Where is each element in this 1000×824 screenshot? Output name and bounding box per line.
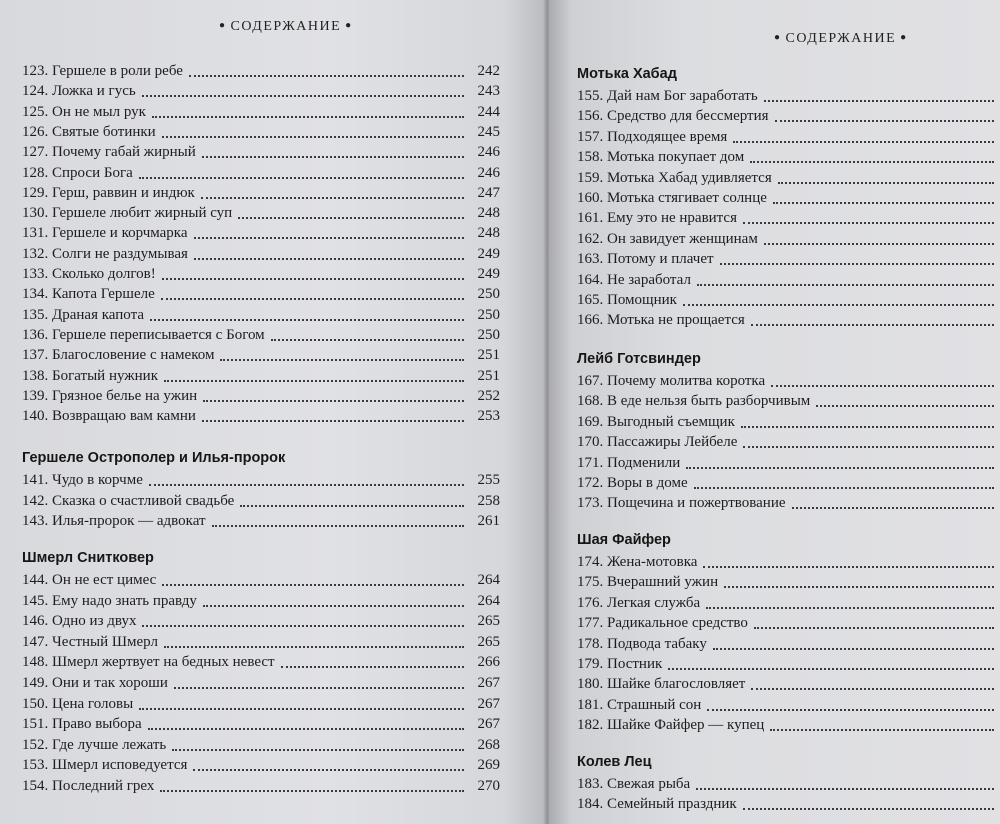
toc-entry-title: 130. Гершеле любит жирный суп [22, 205, 233, 222]
toc-entry [577, 697, 1000, 717]
dot-leader [707, 697, 994, 711]
dot-leader [142, 83, 464, 97]
toc-entry-title: 148. Шмерл жертвует на бедных невест [22, 654, 275, 671]
dot-leader [751, 676, 994, 690]
dot-leader [668, 656, 994, 670]
toc-entry [577, 292, 1000, 312]
toc-entry [22, 144, 500, 164]
toc-entry [577, 796, 1000, 816]
dot-leader [741, 414, 994, 428]
toc-entry [577, 656, 1000, 676]
toc-page-number: 251 [477, 367, 500, 384]
toc-entry [22, 165, 500, 185]
dot-leader [162, 266, 464, 280]
dot-leader [683, 292, 994, 306]
toc-entry-title: 151. Право выбора [22, 716, 142, 733]
toc-entry [577, 595, 1000, 615]
toc-entry [577, 272, 1000, 292]
toc-entry [22, 327, 500, 347]
toc-entry-title: 155. Дай нам Бог заработать [577, 88, 758, 104]
dot-leader [764, 88, 994, 102]
dot-leader [694, 475, 994, 489]
toc-entry [22, 737, 500, 757]
toc-entry-title: 131. Гершеле и корчмарка [22, 225, 188, 242]
toc-entry [577, 676, 1000, 696]
dot-leader [696, 776, 994, 790]
dot-leader [194, 246, 464, 260]
dot-leader [238, 205, 464, 219]
toc-entry-title: 124. Ложка и гусь [22, 83, 136, 100]
running-head-left: ● СОДЕРЖАНИЕ ● [219, 19, 353, 34]
dot-leader [764, 231, 994, 245]
dot-leader [202, 144, 464, 158]
toc-entry [22, 493, 500, 513]
toc-entry-title: 129. Герш, раввин и индюк [22, 184, 195, 201]
dot-leader [189, 63, 464, 77]
dot-leader [160, 778, 464, 792]
toc-entry-title: 178. Подвода табаку [577, 635, 707, 652]
toc-entry [577, 312, 1000, 332]
toc-entry [577, 190, 1000, 210]
toc-page-number: 255 [477, 472, 500, 488]
dot-leader [194, 225, 464, 239]
toc-page-number: 267 [477, 675, 500, 691]
toc-entry-title: 183. Свежая рыба [577, 776, 691, 792]
dot-leader [754, 615, 994, 629]
dot-leader [703, 554, 994, 568]
right-page [549, 0, 1000, 824]
toc-entry-title: 156. Средство для бессмертия [577, 108, 769, 125]
toc-entry-title: 144. Он не ест цимес [22, 572, 157, 588]
dot-leader [203, 593, 464, 607]
dot-leader [686, 455, 994, 469]
toc-page-number: 250 [477, 326, 500, 343]
toc-entry [577, 393, 1000, 413]
dot-leader [201, 185, 464, 199]
dot-leader [174, 675, 464, 689]
toc-entry [22, 572, 500, 592]
toc-entry-title: 140. Возвращаю вам камни [22, 408, 196, 425]
toc-entry-title: 160. Мотька стягивает солнце [577, 190, 767, 206]
toc-entry-title: 136. Гершеле переписывается с Богом [22, 326, 265, 343]
dot-leader [172, 737, 464, 751]
toc-entry [577, 108, 1000, 128]
toc-entry [22, 696, 500, 716]
dot-leader [203, 388, 464, 402]
toc-entry [22, 513, 500, 533]
toc-entry-title: 125. Он не мыл рук [22, 103, 146, 120]
toc-entry-title: 172. Воры в доме [577, 475, 688, 491]
toc-entry [577, 251, 1000, 271]
toc-entry [22, 778, 500, 798]
dot-leader [750, 149, 994, 163]
toc-entry-title: 169. Выгодный съемщик [577, 413, 735, 430]
toc-page-number: 246 [477, 144, 500, 161]
toc-entry-title: 175. Вчерашний ужин [577, 574, 719, 591]
toc-page-number: 268 [477, 736, 500, 753]
dot-leader [706, 595, 994, 609]
toc-entry [22, 266, 500, 286]
toc-page-number: 258 [477, 492, 500, 509]
toc-entry [22, 185, 500, 205]
dot-leader [139, 696, 464, 710]
toc-entry [577, 636, 1000, 656]
toc-entry-title: 137. Благословение с намеком [22, 347, 215, 364]
toc-entry-title: 126. Святые ботинки [22, 123, 156, 140]
section-title: Шая Файфер [577, 532, 671, 548]
toc-entry [577, 210, 1000, 230]
toc-entry-title: 166. Мотька не прощается [577, 312, 745, 329]
toc-entry-title: 163. Потому и плачет [577, 251, 714, 268]
section-title: Мотька Хабад [577, 66, 677, 82]
toc-entry [22, 205, 500, 225]
toc-page-number: 265 [477, 633, 500, 650]
toc-entry-title: 164. Не заработал [577, 271, 691, 288]
toc-entry [22, 388, 500, 408]
toc-entry-title: 176. Легкая служба [577, 594, 701, 611]
toc-entry-title: 149. Они и так хороши [22, 675, 168, 691]
toc-page-number: 269 [477, 757, 500, 774]
toc-entry [22, 63, 500, 83]
dot-leader [713, 636, 994, 650]
dot-leader [152, 104, 464, 118]
section-title: Шмерл Снитковер [22, 550, 154, 566]
toc-entry-title: 132. Солги не раздумывая [22, 245, 188, 262]
toc-entry [577, 615, 1000, 635]
toc-page-number: 264 [477, 572, 500, 588]
toc-entry-title: 179. Постник [577, 656, 663, 672]
toc-entry [22, 83, 500, 103]
toc-entry [577, 129, 1000, 149]
toc-page-number: 248 [477, 225, 500, 242]
toc-entry [22, 286, 500, 306]
dot-leader [720, 251, 994, 265]
toc-entry-title: 150. Цена головы [22, 695, 134, 712]
toc-page-number: 252 [477, 387, 500, 404]
toc-entry [22, 408, 500, 428]
toc-entry-title: 167. Почему молитва коротка [577, 373, 766, 389]
dot-leader [773, 190, 994, 204]
dot-leader [142, 613, 464, 627]
toc-entry-title: 173. Пощечина и пожертвование [577, 495, 786, 512]
toc-entry-title: 159. Мотька Хабад удивляется [577, 169, 772, 186]
toc-entry-title: 147. Честный Шмерл [22, 633, 158, 650]
toc-page-number: 264 [477, 592, 500, 609]
toc-entry-title: 133. Сколько долгов! [22, 266, 156, 282]
dot-leader [724, 574, 994, 588]
toc-entry-title: 177. Радикальное средство [577, 615, 748, 632]
section-title: Лейб Готсвиндер [577, 351, 701, 367]
toc-entry [577, 149, 1000, 169]
toc-entry-title: 174. Жена-мотовка [577, 554, 698, 570]
dot-leader [281, 654, 464, 668]
toc-entry-title: 165. Помощник [577, 292, 677, 308]
toc-page-number: 249 [477, 245, 500, 262]
toc-entry-title: 180. Шайке благословляет [577, 676, 746, 693]
dot-leader [164, 368, 464, 382]
toc-page-number: 244 [477, 103, 500, 120]
running-head-right: ● СОДЕРЖАНИЕ ● [774, 31, 908, 46]
toc-entry-title: 146. Одно из двух [22, 613, 137, 630]
toc-page-number: 267 [477, 716, 500, 733]
toc-entry [22, 307, 500, 327]
toc-entry [577, 434, 1000, 454]
toc-entry [22, 757, 500, 777]
toc-entry-title: 154. Последний грех [22, 778, 155, 794]
dot-leader [792, 495, 994, 509]
toc-entry [22, 634, 500, 654]
toc-entry-title: 157. Подходящее время [577, 128, 728, 145]
dot-leader [149, 472, 464, 486]
toc-entry [577, 455, 1000, 475]
section-title: Гершеле Острополер и Илья-пророк [22, 450, 286, 466]
toc-entry-title: 141. Чудо в корчме [22, 472, 143, 488]
toc-entry-title: 153. Шмерл исповедуется [22, 757, 188, 774]
toc-entry-title: 162. Он завидует женщинам [577, 230, 758, 247]
dot-leader [816, 393, 994, 407]
toc-entry-title: 127. Почему габай жирный [22, 144, 196, 161]
toc-entry-title: 170. Пассажиры Лейбеле [577, 434, 738, 451]
toc-entry [577, 414, 1000, 434]
dot-leader [212, 513, 464, 527]
toc-entry-title: 182. Шайке Файфер — купец [577, 717, 765, 734]
toc-entry [22, 104, 500, 124]
dot-leader [697, 272, 994, 286]
toc-page-number: 253 [477, 408, 500, 425]
dot-leader [771, 373, 994, 387]
toc-page-number: 247 [477, 184, 500, 201]
toc-page-number: 242 [477, 63, 500, 79]
toc-entry-title: 139. Грязное белье на ужин [22, 387, 198, 404]
toc-entry-title: 181. Страшный сон [577, 696, 702, 713]
toc-entry-title: 142. Сказка о счастливой свадьбе [22, 492, 235, 509]
toc-entry [577, 88, 1000, 108]
dot-leader [271, 327, 464, 341]
toc-entry [577, 373, 1000, 393]
dot-leader [162, 124, 464, 138]
toc-page-number: 250 [477, 286, 500, 303]
toc-entry [22, 716, 500, 736]
toc-entry [22, 246, 500, 266]
dot-leader [164, 634, 464, 648]
toc-entry-title: 184. Семейный праздник [577, 796, 737, 813]
toc-page-number: 251 [477, 347, 500, 364]
dot-leader [743, 434, 994, 448]
toc-entry [22, 347, 500, 367]
dot-leader [150, 307, 464, 321]
toc-entry-title: 135. Драная капота [22, 306, 144, 323]
dot-leader [778, 170, 994, 184]
toc-entry [22, 368, 500, 388]
toc-entry-title: 161. Ему это не нравится [577, 210, 737, 227]
dot-leader [139, 165, 464, 179]
toc-page-number: 243 [477, 83, 500, 100]
toc-entry [577, 475, 1000, 495]
toc-entry-title: 128. Спроси Бога [22, 164, 133, 181]
dot-leader [161, 286, 464, 300]
toc-page-number: 266 [477, 654, 500, 671]
dot-leader [743, 210, 994, 224]
toc-entry [577, 495, 1000, 515]
dot-leader [775, 108, 994, 122]
toc-page-number: 265 [477, 613, 500, 630]
toc-entry [577, 170, 1000, 190]
dot-leader [733, 129, 994, 143]
dot-leader [202, 408, 464, 422]
dot-leader [193, 757, 464, 771]
toc-entry [577, 554, 1000, 574]
toc-entry-title: 138. Богатый нужник [22, 367, 158, 384]
toc-entry-title: 123. Гершеле в роли ребе [22, 63, 183, 79]
toc-page-number: 246 [477, 164, 500, 181]
dot-leader [240, 493, 464, 507]
toc-page-number: 248 [477, 205, 500, 222]
toc-entry [22, 593, 500, 613]
toc-entry-title: 158. Мотька покупает дом [577, 149, 745, 166]
toc-entry [22, 124, 500, 144]
toc-page-number: 249 [477, 266, 500, 282]
dot-leader [162, 572, 464, 586]
toc-page-number: 267 [477, 695, 500, 712]
toc-page-number: 245 [477, 123, 500, 140]
toc-entry [577, 717, 1000, 737]
dot-leader [751, 312, 994, 326]
toc-page-number: 270 [477, 778, 500, 794]
dot-leader [148, 716, 464, 730]
toc-entry-title: 171. Подменили [577, 454, 681, 471]
toc-entry [577, 574, 1000, 594]
toc-entry [22, 225, 500, 245]
toc-entry [577, 231, 1000, 251]
toc-entry-title: 152. Где лучше лежать [22, 736, 167, 753]
toc-entry [22, 613, 500, 633]
toc-entry [22, 472, 500, 492]
toc-entry-title: 168. В еде нельзя быть разборчивым [577, 393, 811, 410]
toc-entry [22, 675, 500, 695]
toc-entry-title: 134. Капота Гершеле [22, 286, 155, 303]
dot-leader [220, 347, 464, 361]
toc-page-number: 261 [477, 513, 500, 530]
dot-leader [770, 717, 994, 731]
toc-entry-title: 143. Илья-пророк — адвокат [22, 513, 206, 530]
toc-page-number: 250 [477, 306, 500, 323]
section-title: Колев Лец [577, 754, 652, 770]
toc-entry [577, 776, 1000, 796]
dot-leader [743, 796, 994, 810]
toc-entry-title: 145. Ему надо знать правду [22, 592, 197, 609]
toc-entry [22, 654, 500, 674]
